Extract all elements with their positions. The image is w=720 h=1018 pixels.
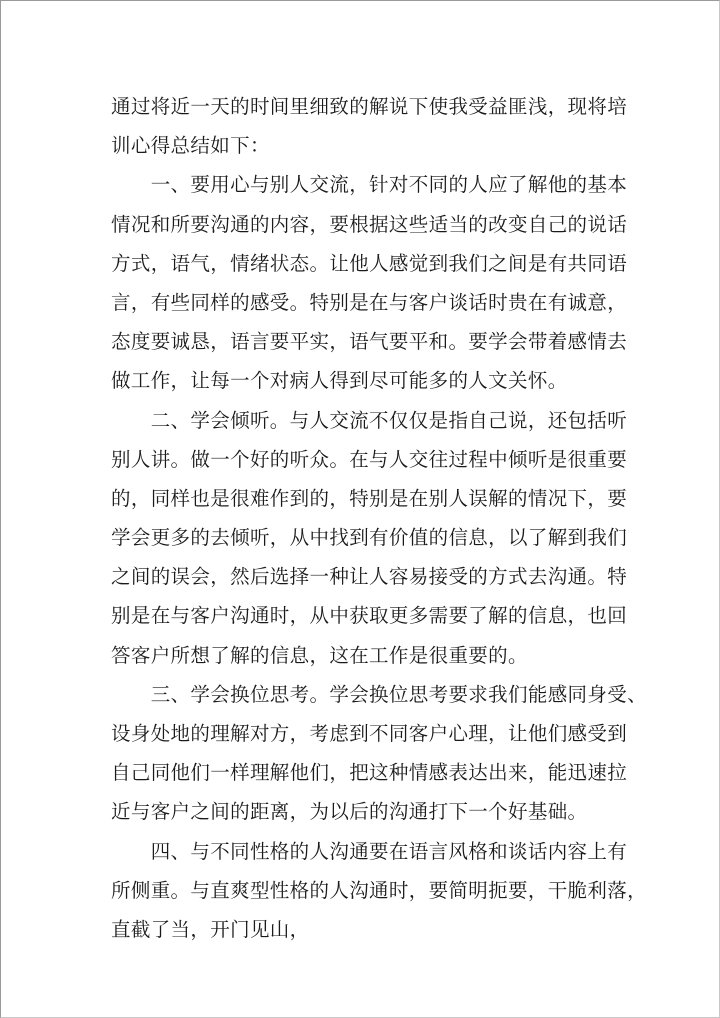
text-line: 方式，语气，情绪状态。让他人感觉到我们之间是有共同语 [111,251,628,275]
document-body [111,87,647,949]
text-line: 直截了当，开门见山， [111,917,310,941]
text-line: 态度要诚恳，语言要平实，语气要平和。要学会带着感情去 [111,330,628,354]
text-line: 情况和所要沟通的内容，要根据这些适当的改变自己的说话 [111,212,628,236]
text-line: 做工作，让每一个对病人得到尽可能多的人文关怀。 [111,369,568,393]
text-line: 之间的误会，然后选择一种让人容易接受的方式去沟通。特 [111,565,628,589]
text-line: 言，有些同样的感受。特别是在与客户谈话时贵在有诚意， [111,290,628,314]
text-line: 近与客户之间的距离，为以后的沟通打下一个好基础。 [111,800,588,824]
text-line: 设身处地的理解对方，考虑到不同客户心理，让他们感受到 [111,722,628,745]
text-line: 通过将近一天的时间里细致的解说下使我受益匪浅，现将培 [111,95,628,118]
text-line: 训心得总结如下： [111,134,270,158]
text-line: 答客户所想了解的信息，这在工作是很重要的。 [111,643,528,667]
text-line: 学会更多的去倾听，从中找到有价值的信息，以了解到我们 [111,526,628,550]
text-line: 别是在与客户沟通时，从中获取更多需要了解的信息，也回 [111,604,628,628]
text-line: 四、与不同性格的人沟通要在语言风格和谈话内容上有 [111,839,628,863]
text-line: 一、要用心与别人交流，针对不同的人应了解他的基本 [111,173,628,197]
text-line: 所侧重。与直爽型性格的人沟通时，要简明扼要，干脆利落， [111,878,647,902]
text-line: 三、学会换位思考。学会换位思考要求我们能感同身受、 [111,682,647,706]
text-line: 的，同样也是很难作到的，特别是在别人误解的情况下，要 [111,486,628,510]
text-line: 自己同他们一样理解他们，把这种情感表达出来，能迅速拉 [111,761,628,785]
text-line: 别人讲。做一个好的听众。在与人交往过程中倾听是很重要 [111,447,628,471]
text-line: 二、学会倾听。与人交流不仅仅是指自己说，还包括听 [111,408,628,432]
